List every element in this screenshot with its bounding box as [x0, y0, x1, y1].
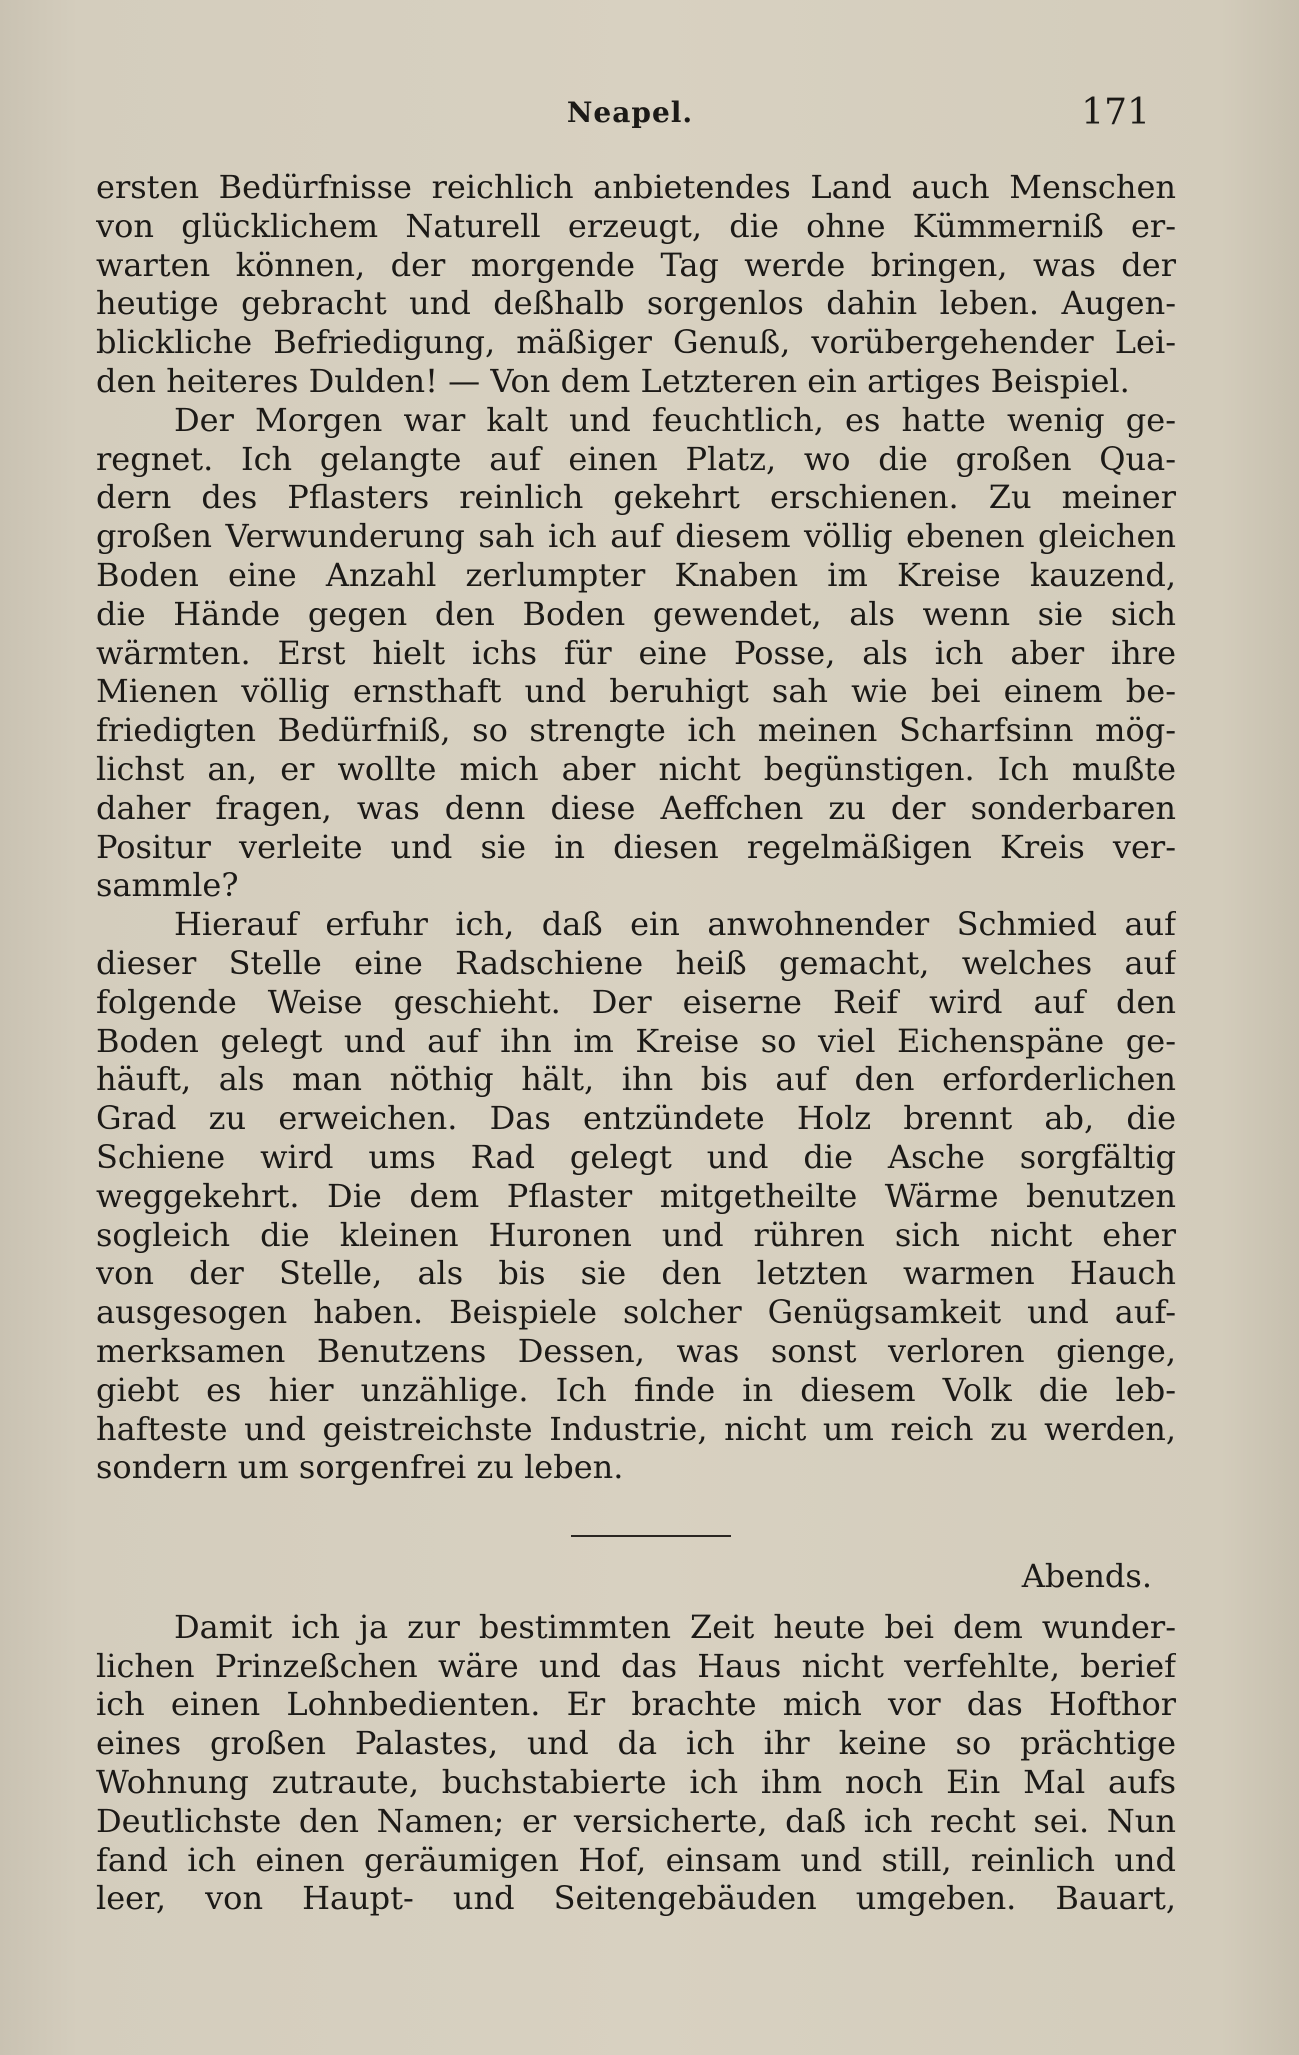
text-line: hafteste und geistreichste Industrie, nicht um reich zu werden,	[96, 1409, 1176, 1448]
text-line: Positur verleite und sie in diesen regelmäßigen Kreis ver-	[96, 827, 1176, 866]
running-title: Neapel.	[566, 96, 694, 129]
text-line: eines großen Palastes, und da ich ihr keine so prächtige	[96, 1724, 1176, 1763]
text-line: sammle?	[96, 866, 239, 905]
page-number: 171	[1081, 92, 1150, 133]
text-line: Damit ich ja zur bestimmten Zeit heute bei dem wunder-	[174, 1607, 1176, 1646]
text-line: die Hände gegen den Boden gewendet, als wenn sie sich	[96, 594, 1176, 633]
text-line: blickliche Befriedigung, mäßiger Genuß, vorübergehender Lei-	[96, 323, 1176, 362]
text-line: von glücklichem Naturell erzeugt, die ohne Kümmerniß er-	[96, 206, 1176, 245]
text-line: daher fragen, was denn diese Aeffchen zu der sonderbaren	[96, 788, 1176, 827]
text-line: ich einen Lohnbedienten. Er brachte mich vor das Hofthor	[96, 1685, 1176, 1724]
text-line: den heiteres Dulden! — Von dem Letzteren ein artiges Beispiel.	[96, 361, 1130, 400]
text-line: dieser Stelle eine Radschiene heiß gemacht, welches auf	[96, 943, 1176, 982]
text-line: weggekehrt. Die dem Pflaster mitgetheilte Wärme benutzen	[96, 1176, 1176, 1215]
section-divider	[571, 1535, 731, 1537]
text-line: Hierauf erfuhr ich, daß ein anwohnender Schmied auf	[174, 905, 1176, 944]
paragraph-1	[96, 168, 1176, 401]
text-line: Deutlichste den Namen; er versicherte, daß ich recht sei. Nun	[96, 1801, 1176, 1840]
text-line: ersten Bedürfnisse reichlich anbietendes Land auch Menschen	[96, 168, 1176, 206]
text-line: häuft, als man nöthig hält, ihn bis auf den erforderlichen	[96, 1060, 1176, 1099]
text-line: wärmten. Erst hielt ichs für eine Posse, als ich aber ihre	[96, 633, 1176, 672]
paragraph-2	[96, 401, 1176, 905]
paragraph-4	[96, 1608, 1176, 1918]
text-line: friedigten Bedürfniß, so strengte ich meinen Scharfsinn mög-	[96, 711, 1176, 750]
text-line: giebt es hier unzählige. Ich finde in diesem Volk die leb-	[96, 1370, 1176, 1409]
text-line: merksamen Benutzens Dessen, was sonst verloren gienge,	[96, 1331, 1176, 1370]
text-line: großen Verwunderung sah ich auf diesem völlig ebenen gleichen	[96, 517, 1176, 556]
section-gap	[96, 1487, 1176, 1535]
paragraph-3	[96, 905, 1176, 1487]
text-line: Mienen völlig ernsthaft und beruhigt sah wie bei einem be-	[96, 672, 1176, 711]
text-line: Der Morgen war kalt und feuchtlich, es hatte wenig ge-	[174, 400, 1176, 439]
text-line: Boden eine Anzahl zerlumpter Knaben im Kreise kauzend,	[96, 555, 1176, 594]
text-line: lichen Prinzeßchen wäre und das Haus nicht verfehlte, berief	[96, 1646, 1176, 1685]
text-line: lichst an, er wollte mich aber nicht begünstigen. Ich mußte	[96, 749, 1176, 788]
text-line: warten können, der morgende Tag werde bringen, was der	[96, 245, 1176, 284]
text-line: sondern um sorgenfrei zu leben.	[96, 1448, 624, 1487]
text-line: fand ich einen geräumigen Hof, einsam und still, reinlich und	[96, 1840, 1176, 1879]
text-line: ausgesogen haben. Beispiele solcher Genügsamkeit und auf-	[96, 1293, 1176, 1332]
text-line: sogleich die kleinen Huronen und rühren sich nicht eher	[96, 1215, 1176, 1254]
text-line: folgende Weise geschieht. Der eiserne Reif wird auf den	[96, 982, 1176, 1021]
text-line: Grad zu erweichen. Das entzündete Holz brennt ab, die	[96, 1099, 1176, 1138]
text-line: dern des Pflasters reinlich gekehrt erschienen. Zu meiner	[96, 478, 1176, 517]
text-line: heutige gebracht und deßhalb sorgenlos dahin leben. Augen-	[96, 284, 1176, 323]
body-text	[96, 168, 1176, 1918]
section-heading: Abends.	[1021, 1557, 1152, 1596]
text-line: leer, von Haupt- und Seitengebäuden umgeben. Bauart,	[96, 1879, 1176, 1918]
text-line: Wohnung zutraute, buchstabierte ich ihm noch Ein Mal aufs	[96, 1763, 1176, 1802]
text-line: regnet. Ich gelangte auf einen Platz, wo die großen Qua-	[96, 439, 1176, 478]
page-header	[100, 92, 1160, 136]
text-line: Boden gelegt und auf ihn im Kreise so viel Eichenspäne ge-	[96, 1021, 1176, 1060]
text-line: von der Stelle, als bis sie den letzten warmen Hauch	[96, 1254, 1176, 1293]
text-line: Schiene wird ums Rad gelegt und die Asche sorgfältig	[96, 1137, 1176, 1176]
